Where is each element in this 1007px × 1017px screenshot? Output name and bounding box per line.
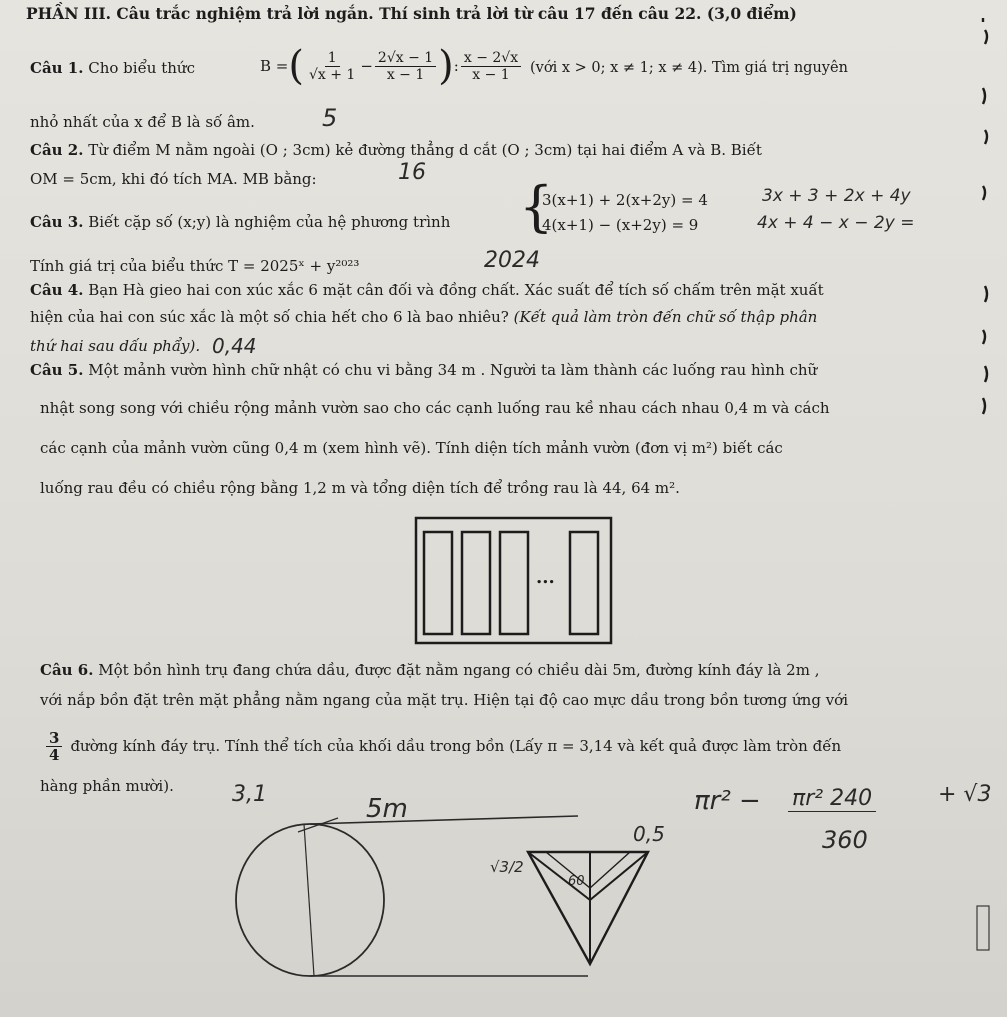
q3-label: Câu 3. <box>30 213 84 231</box>
hw-q3-answer: 2024 <box>484 248 540 273</box>
frac-den: x − 1 <box>472 66 510 83</box>
hw-q4-answer: 0,44 <box>212 334 257 358</box>
garden-diagram <box>414 516 614 646</box>
frac-num: 3 <box>46 730 62 747</box>
question-2 <box>30 140 762 160</box>
question-4 <box>30 280 824 300</box>
q6-line3 <box>44 728 841 764</box>
q1-intro: Cho biểu thức <box>88 59 195 77</box>
q4-text1: Bạn Hà gieo hai con xúc xắc 6 mặt cân đối và đồng chất. Xác suất để tích số chấm trên mặt xuất <box>88 281 824 299</box>
q4-label: Câu 4. <box>30 281 84 299</box>
frac-den: √x + 1 <box>308 66 356 83</box>
q6-label: Câu 6. <box>40 661 94 679</box>
hw-formula-a: πr² − <box>694 786 761 816</box>
q2-line2: OM = 5cm, khi đó tích MA. MB bằng: <box>30 170 317 188</box>
question-1 <box>30 58 195 78</box>
frac-den: x − 1 <box>386 66 425 83</box>
vegetable-bed <box>570 532 598 634</box>
q1-label: Câu 1. <box>30 59 84 77</box>
minus-sign: − <box>360 57 373 75</box>
q3-eq2: 4(x+1) − (x+2y) = 9 <box>542 216 699 234</box>
diagram-dots: ... <box>536 567 555 588</box>
hw-formula-num: πr² 240 <box>788 786 876 812</box>
hw-q6-answer: 3,1 <box>232 782 267 807</box>
q5-line3: các cạnh của mảnh vườn cũng 0,4 m (xem hình vẽ). Tính diện tích mảnh vườn (đơn vị m²) biết các <box>40 439 783 457</box>
garden-border <box>416 518 611 643</box>
vegetable-bed <box>500 532 528 634</box>
hw-q1-answer: 5 <box>322 104 338 132</box>
hw-fig-sqrt: √3/2 <box>490 858 524 876</box>
vegetable-bed <box>462 532 490 634</box>
frac-num: 2√x − 1 <box>375 50 436 67</box>
q3-text: Biết cặp số (x;y) là nghiệm của hệ phương trình <box>88 213 451 231</box>
q3-eq1: 3(x+1) + 2(x+2y) = 4 <box>542 191 708 209</box>
hw-q3-work: 3x + 3 + 2x + 4y <box>762 186 911 206</box>
hw-q2-answer: 16 <box>398 160 426 185</box>
cylinder-top-line <box>310 816 578 824</box>
hw-formula-den: 360 <box>822 826 868 854</box>
q5-label: Câu 5. <box>30 361 84 379</box>
triangle-median <box>528 852 590 900</box>
system-brace: { <box>519 175 554 238</box>
divide-sign: : <box>453 57 459 75</box>
q1-expr-b: B = <box>260 57 289 75</box>
q1-condition: (với x > 0; x ≠ 1; x ≠ 4). Tìm giá trị nguyên <box>530 60 848 76</box>
section-header: PHẦN III. Câu trắc nghiệm trả lời ngắn. Thí sinh trả lời từ câu 17 đến câu 22. (3,0 điểm) <box>26 4 797 23</box>
q4-note: (Kết quả làm tròn đến chữ số thập phân <box>513 308 818 326</box>
q1-line2: nhỏ nhất của x để B là số âm. <box>30 113 255 131</box>
page-edge-marks <box>967 0 1007 1017</box>
q2-label: Câu 2. <box>30 141 84 159</box>
cylinder-end <box>236 824 384 976</box>
frac-den: 4 <box>49 745 60 764</box>
margin-stamp <box>977 906 989 950</box>
binding-ticks <box>983 18 987 414</box>
q6-text1: Một bồn hình trụ đang chứa dầu, được đặt nằm ngang có chiều dài 5m, đường kính đáy là 2m , <box>98 661 820 679</box>
q1-expression <box>260 34 523 98</box>
triangle-median <box>590 852 648 900</box>
q2-text1: Từ điểm M nằm ngoài (O ; 3cm) kẻ đường thẳng d cắt (O ; 3cm) tại hai điểm A và B. Biết <box>88 141 762 159</box>
frac-num: 1 <box>325 50 340 67</box>
question-6 <box>40 660 819 680</box>
q5-text1: Một mảnh vườn hình chữ nhật có chu vi bằng 34 m . Người ta làm thành các luống rau hình chữ <box>88 361 818 379</box>
q6-fraction <box>46 730 62 763</box>
q5-line2: nhật song song với chiều rộng mảnh vườn sao cho các cạnh luống rau kề nhau cách nhau 0,4 m và cách <box>40 399 830 417</box>
q1-frac-1 <box>306 50 358 83</box>
q4-text2: hiện của hai con súc xắc là một số chia hết cho 6 là bao nhiêu? <box>30 308 509 326</box>
open-paren: ( <box>288 43 304 89</box>
question-3 <box>30 212 450 232</box>
triangle-sketch <box>528 852 648 964</box>
frac-num: x − 2√x <box>461 50 521 67</box>
q6-line2: với nắp bồn đặt trên mặt phẳng nằm ngang của mặt trụ. Hiện tại độ cao mực dầu trong bồn tương ứng với <box>40 691 849 709</box>
q4-line2 <box>30 307 817 327</box>
hw-cylinder-sketch <box>228 808 688 1008</box>
hw-fig-60: 60 <box>568 874 585 889</box>
q6-text3: đường kính đáy trụ. Tính thể tích của khối dầu trong bồn (Lấy π = 3,14 và kết quả được làm tròn đến <box>70 737 842 755</box>
vegetable-bed <box>424 532 452 634</box>
cylinder-axis <box>304 824 314 976</box>
q6-line4: hàng phần mười). <box>40 777 174 795</box>
hw-fig-5m: 5m <box>366 794 408 824</box>
hw-formula-c: + √3 <box>938 782 992 807</box>
q1-frac-3 <box>461 50 521 83</box>
q3-line2: Tính giá trị của biểu thức T = 2025ˣ + y²⁰²³ <box>30 257 360 275</box>
q5-line4: luống rau đều có chiều rộng bằng 1,2 m và tổng diện tích để trồng rau là 44, 64 m². <box>40 479 680 497</box>
q4-line3: thứ hai sau dấu phẩy). <box>30 337 201 355</box>
q1-frac-2 <box>375 50 436 83</box>
question-5 <box>30 360 817 380</box>
hw-fig-05: 0,5 <box>633 822 665 846</box>
close-paren: ) <box>438 43 454 89</box>
hw-q3-work2: 4x + 4 − x − 2y = <box>757 213 915 233</box>
